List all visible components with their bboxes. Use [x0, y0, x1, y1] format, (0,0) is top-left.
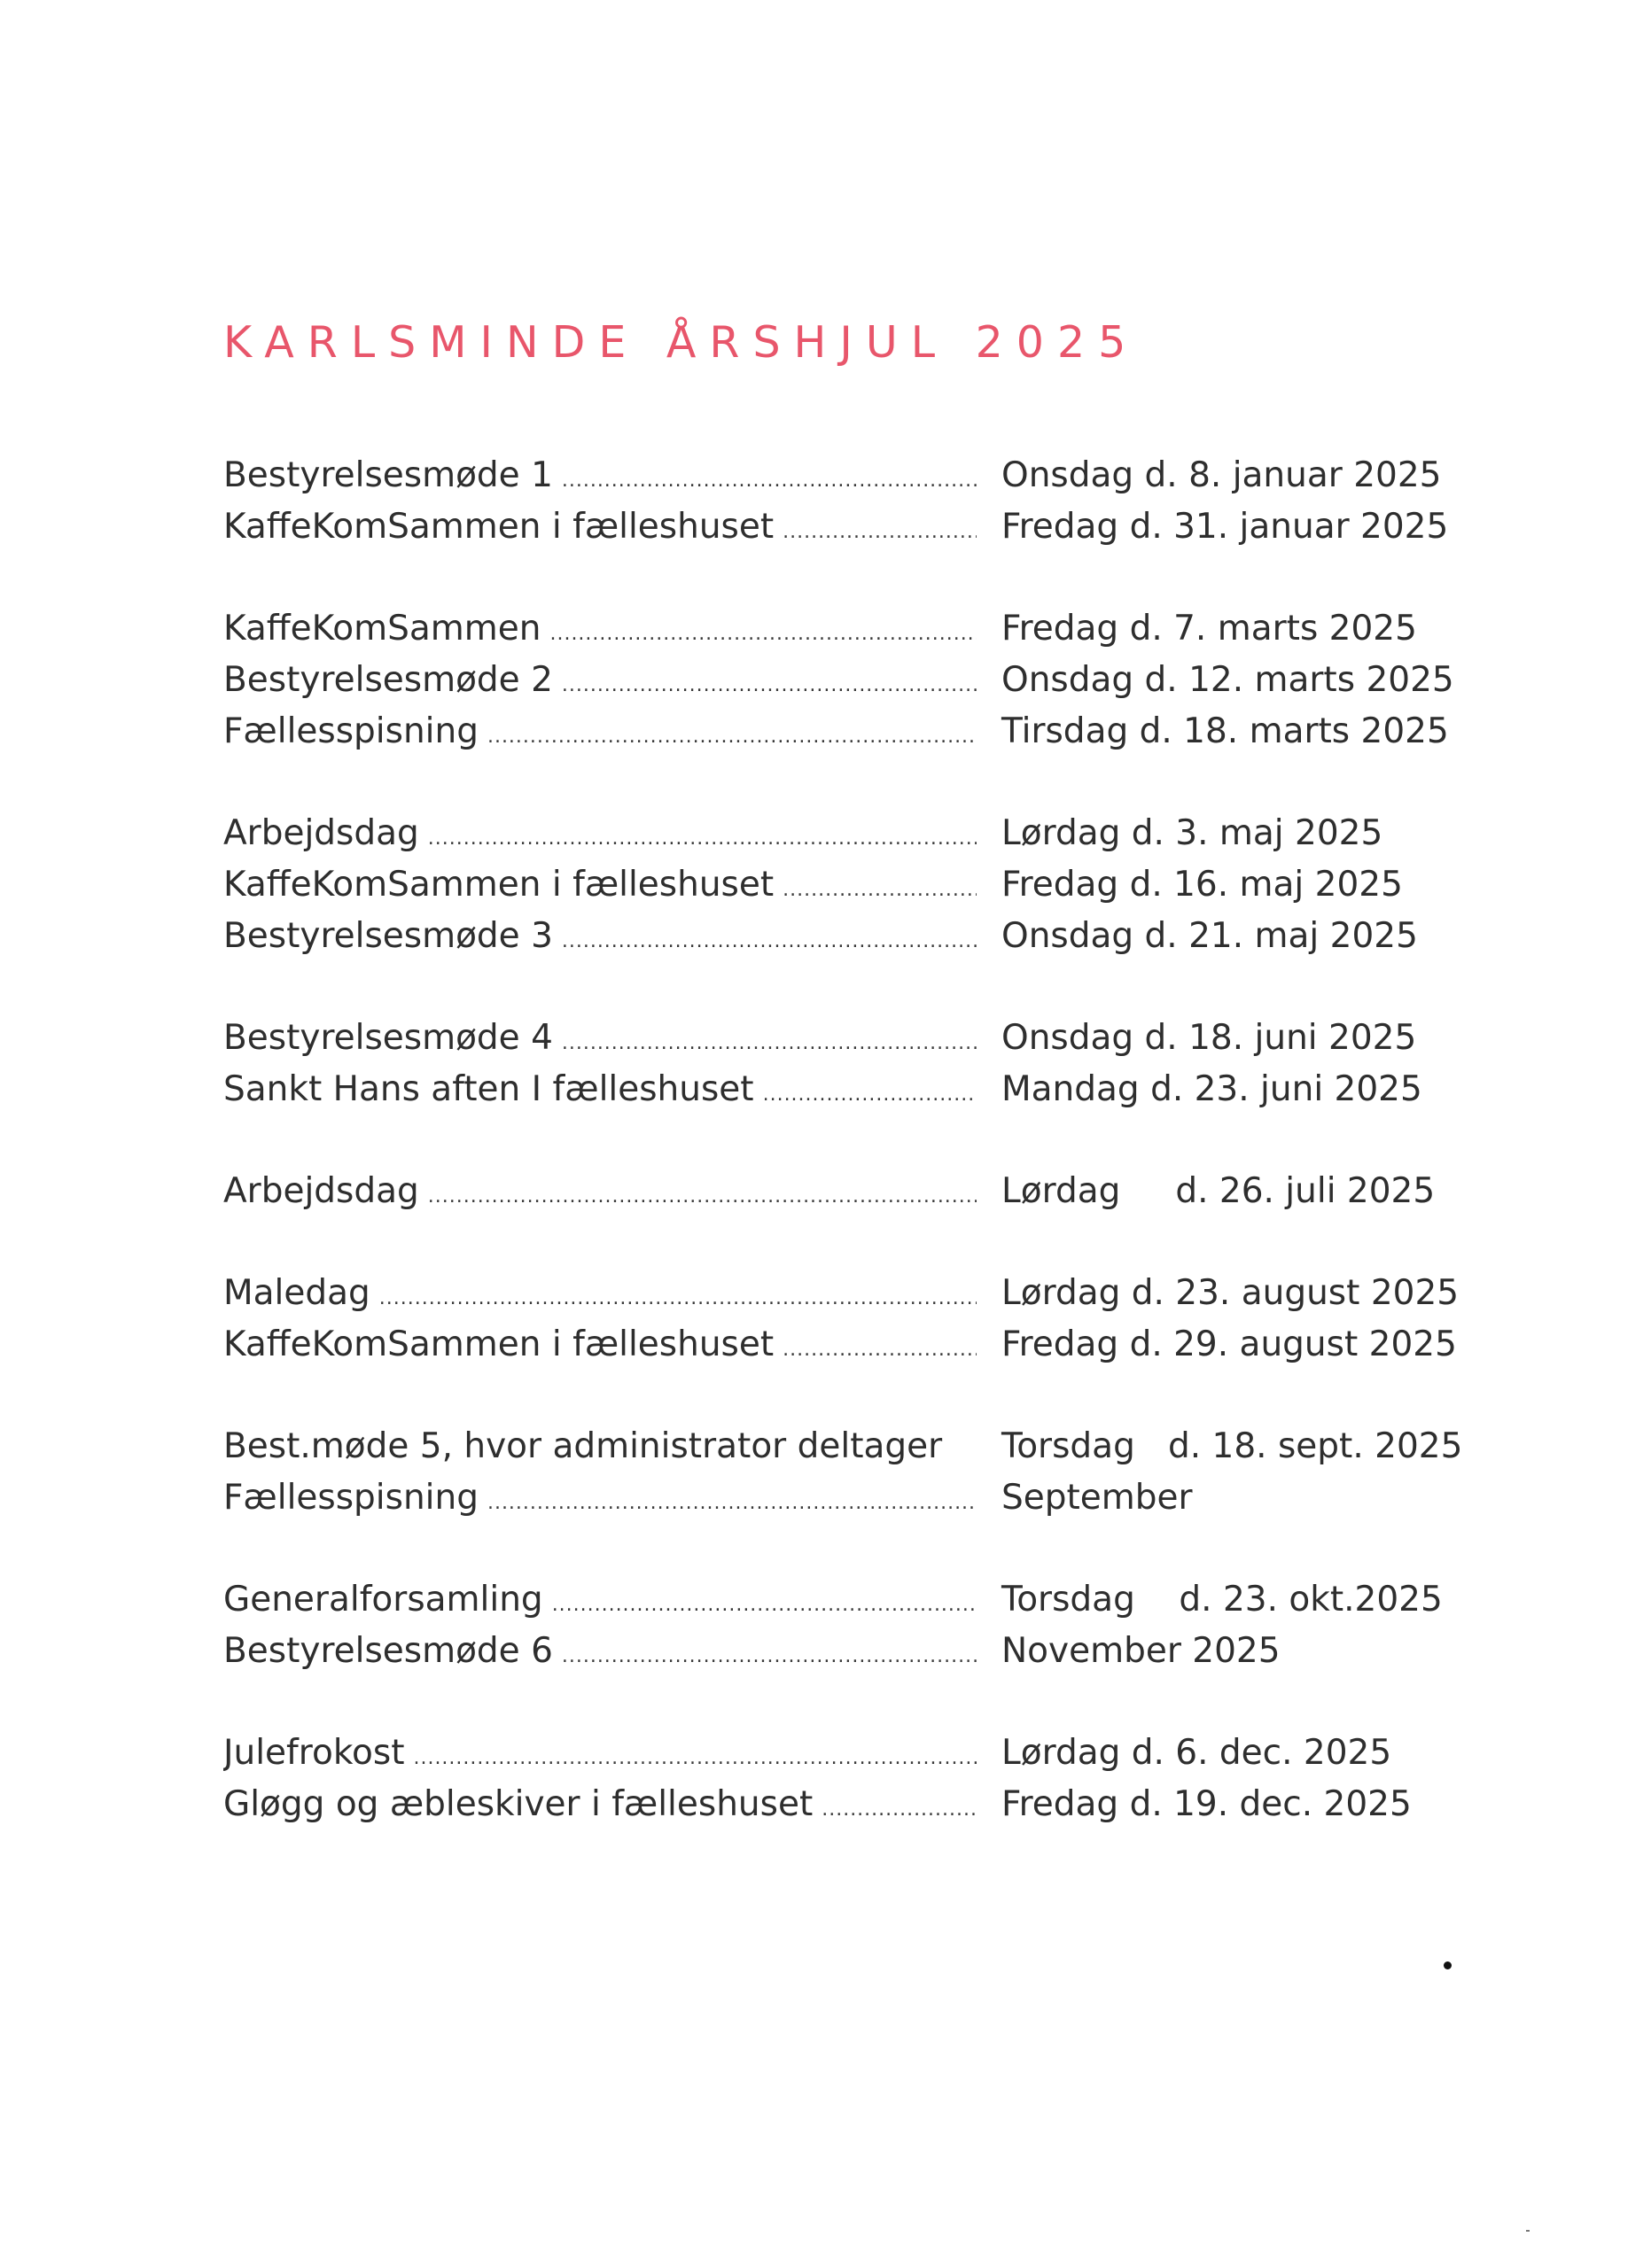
dot-leader: [487, 1472, 977, 1529]
event-row: [223, 706, 1482, 757]
event-date: Fredag d. 16. maj 2025: [1001, 865, 1403, 905]
event-name: Arbejdsdag: [223, 813, 419, 853]
event-name: Gløgg og æbleskiver i fælleshuset: [223, 1784, 814, 1824]
dot-leader: [783, 501, 977, 558]
event-date: Fredag d. 31. januar 2025: [1001, 507, 1449, 547]
event-name: KaffeKomSammen i fælleshuset: [223, 507, 775, 547]
event-name: Maledag: [223, 1273, 370, 1313]
event-date: Lørdag d. 3. maj 2025: [1001, 813, 1383, 853]
dot-leader: [783, 1319, 977, 1376]
event-date: Torsdag d. 23. okt.2025: [1001, 1580, 1443, 1619]
event-row: [223, 1728, 1482, 1779]
dot-leader: [413, 1728, 977, 1784]
event-date: Onsdag d. 21. maj 2025: [1001, 916, 1418, 956]
event-row: [223, 1319, 1482, 1371]
event-row: [223, 501, 1482, 553]
event-date: Onsdag d. 8. januar 2025: [1001, 455, 1442, 495]
event-date: Onsdag d. 12. marts 2025: [1001, 660, 1454, 700]
event-row: [223, 1064, 1482, 1115]
event-group-may: [223, 808, 1482, 962]
event-group-september: [223, 1421, 1482, 1524]
event-row: [223, 911, 1482, 962]
event-row: [223, 1013, 1482, 1064]
dot-leader: [822, 1779, 977, 1836]
event-schedule: [223, 450, 1482, 1881]
event-name: KaffeKomSammen i fælleshuset: [223, 865, 775, 905]
event-row: [223, 1472, 1482, 1524]
event-name: Bestyrelsesmøde 6: [223, 1631, 553, 1671]
event-date: Fredag d. 7. marts 2025: [1001, 609, 1417, 649]
event-row: [223, 450, 1482, 501]
event-group-july: [223, 1166, 1482, 1217]
dot-leader: [428, 1166, 977, 1223]
event-date: November 2025: [1001, 1631, 1281, 1671]
event-group-march: [223, 603, 1482, 757]
event-row: [223, 655, 1482, 706]
event-group-october-november: [223, 1574, 1482, 1677]
dot-leader: [552, 1574, 977, 1631]
event-row: [223, 1626, 1482, 1677]
event-group-december: [223, 1728, 1482, 1830]
dot-leader: [487, 706, 977, 763]
dot-leader: [562, 1626, 977, 1682]
event-name: Bestyrelsesmøde 4: [223, 1018, 553, 1058]
event-date: Tirsdag d. 18. marts 2025: [1001, 711, 1449, 751]
event-date: September: [1001, 1478, 1193, 1518]
event-row: [223, 1268, 1482, 1319]
event-date: Onsdag d. 18. juni 2025: [1001, 1018, 1417, 1058]
stray-dot-mark: [1444, 1961, 1452, 1969]
event-name: Bestyrelsesmøde 2: [223, 660, 553, 700]
dot-leader: [428, 808, 977, 865]
event-name: Julefrokost: [223, 1733, 405, 1773]
event-name: Generalforsamling: [223, 1580, 543, 1619]
event-date: Mandag d. 23. juni 2025: [1001, 1069, 1422, 1109]
event-name: Bestyrelsesmøde 3: [223, 916, 553, 956]
event-name: Best.møde 5, hvor administrator deltager: [223, 1426, 943, 1466]
dot-leader: [562, 911, 977, 967]
event-date: Lørdag d. 23. august 2025: [1001, 1273, 1460, 1313]
dot-leader: [763, 1064, 977, 1121]
dot-leader: [562, 450, 977, 507]
event-name: Arbejdsdag: [223, 1171, 419, 1211]
event-row: [223, 859, 1482, 911]
dot-leader: [783, 859, 977, 916]
event-row: [223, 1779, 1482, 1830]
event-row: [223, 1421, 1482, 1472]
event-name: KaffeKomSammen i fælleshuset: [223, 1324, 775, 1364]
dot-leader: [562, 1013, 977, 1069]
scan-speck: [1526, 2230, 1530, 2232]
event-date: Lørdag d. 6. dec. 2025: [1001, 1733, 1392, 1773]
event-date: Torsdag d. 18. sept. 2025: [1001, 1426, 1463, 1466]
event-row: [223, 1574, 1482, 1626]
event-name: Fællesspisning: [223, 711, 479, 751]
event-row: [223, 603, 1482, 655]
event-group-june: [223, 1013, 1482, 1115]
event-group-january: [223, 450, 1482, 553]
event-row: [223, 808, 1482, 859]
page-title: KARLSMINDE ÅRSHJUL 2025: [223, 317, 1140, 368]
event-date: Fredag d. 19. dec. 2025: [1001, 1784, 1412, 1824]
dot-leader: [379, 1268, 977, 1324]
event-row: [223, 1166, 1482, 1217]
event-name: Bestyrelsesmøde 1: [223, 455, 553, 495]
dot-leader: [562, 655, 977, 711]
event-group-august: [223, 1268, 1482, 1371]
event-name: KaffeKomSammen: [223, 609, 541, 649]
event-name: Fællesspisning: [223, 1478, 479, 1518]
event-name: Sankt Hans aften I fælleshuset: [223, 1069, 754, 1109]
dot-leader: [549, 603, 977, 660]
event-date: Fredag d. 29. august 2025: [1001, 1324, 1457, 1364]
event-date: Lørdag d. 26. juli 2025: [1001, 1171, 1436, 1211]
